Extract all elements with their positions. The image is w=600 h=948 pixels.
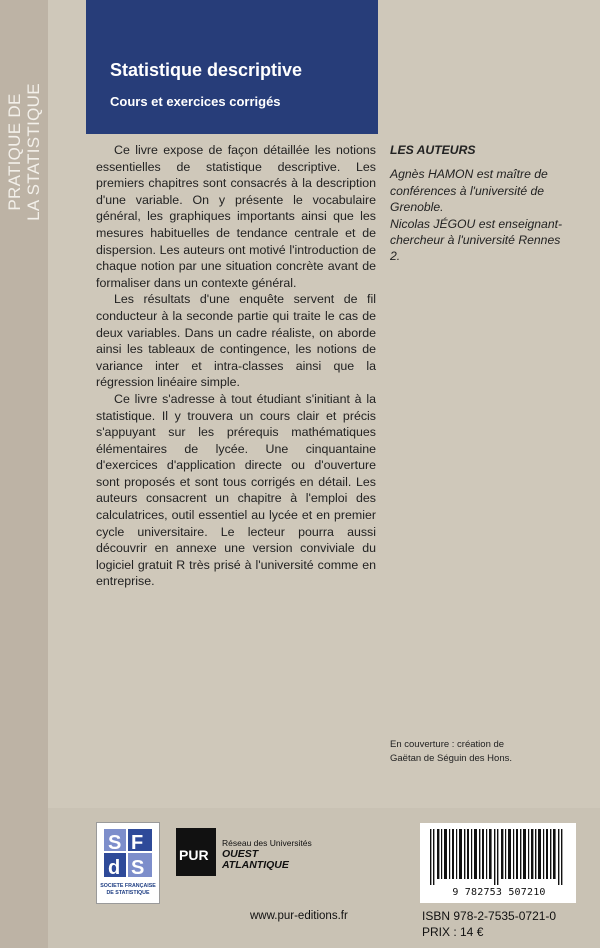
price: PRIX : 14 € — [422, 925, 484, 939]
barcode-digits: 9 782753 507210 — [452, 887, 546, 898]
authors-block — [390, 142, 570, 265]
pur-logo — [176, 828, 316, 880]
svg-text:S: S — [131, 857, 145, 879]
author-2-bio: Nicolas JÉGOU est enseignant-chercheur à l'université Rennes 2. — [390, 216, 563, 264]
publisher-website[interactable]: www.pur-editions.fr — [250, 910, 348, 922]
isbn-number: ISBN 978-2-7535-0721-0 — [422, 909, 557, 923]
description-paragraph-3: Ce livre s'adresse à tout étudiant s'initiant à la statistique. Il y trouvera un cours clair et précis s'appuyant sur les prérequis mathématiques élémentaires de lycée. Une cinquantaine d'exercices d'application directe ou d'ouverture sont proposés et sont tous corrigés en détail. Les auteurs consacrent un chapitre à l'emploi des calculatrices, outil essentiel au lycée et en premier cycle universitaire. Le lecteur pourra aussi découvrir en annexe une version conviviale du logiciel gratuit R très prisé à l'université comme en entreprise. — [96, 391, 376, 589]
description-paragraph-2: Les résultats d'une enquête servent de fil conducteur à la seconde partie qui traite le cas de deux variables. Dans un cadre réaliste, on aborde ainsi les tableaux de contingence, les notions de variance inter et intra-classes ainsi que la régression linéaire simple. — [96, 292, 376, 390]
title-block — [86, 0, 378, 134]
author-1-bio: Agnès HAMON est maître de conférences à l'université de Grenoble. — [390, 167, 548, 215]
pur-network-label: Réseau des Universités OUEST ATLANTIQUE — [222, 838, 312, 871]
authors-heading: LES AUTEURS — [390, 143, 476, 157]
description-text — [96, 142, 376, 590]
pur-badge-icon: PUR — [176, 828, 216, 876]
book-subtitle: Cours et exercices corrigés — [110, 94, 281, 109]
series-title-line2: LA STATISTIQUE — [24, 83, 43, 221]
cover-credit — [390, 738, 590, 766]
sfds-caption: SOCIETE FRANÇAISE DE STATISTIQUE — [100, 883, 156, 896]
cover-credit-line1: En couverture : création de — [390, 739, 505, 750]
sfds-logo — [96, 822, 160, 904]
svg-text:S: S — [108, 832, 122, 854]
barcode — [420, 823, 576, 903]
description-paragraph-1: Ce livre expose de façon détaillée les notions essentielles de statistique descriptive. Les premiers chapitres sont consacrés à la description d'une variable. On y présente le vocabulaire général, les graphiques importants ainsi que les mesures habituelles de tendance centrale et de dispersion. Les auteurs ont motivé l'introduction de chaque notion par une situation concrète avant de formaliser dans un contexte général. — [96, 143, 376, 290]
series-title-line1: PRATIQUE DE — [5, 93, 24, 211]
series-title — [0, 62, 48, 242]
barcode-icon — [428, 829, 568, 885]
book-title: Statistique descriptive — [110, 60, 303, 80]
svg-text:F: F — [131, 832, 144, 854]
svg-text:d: d — [108, 857, 121, 879]
isbn-price-block — [422, 908, 556, 940]
cover-credit-line2: Gaëtan de Séguin des Hons. — [390, 753, 513, 764]
sfds-mark-icon — [102, 827, 154, 879]
